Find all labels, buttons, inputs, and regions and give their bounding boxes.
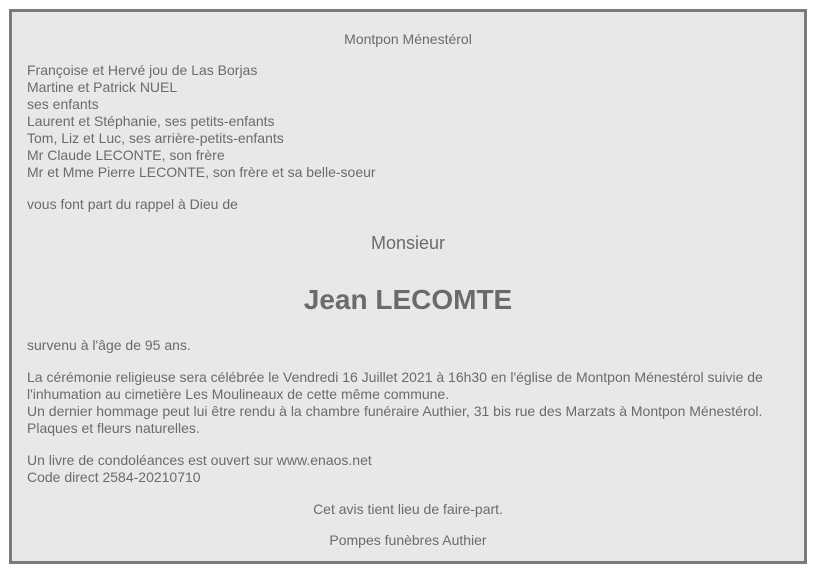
ceremony-line: Plaques et fleurs naturelles. bbox=[27, 420, 200, 436]
condolences-text: Un livre de condoléances est ouvert sur www.enaos.net bbox=[27, 452, 372, 468]
family-line: Laurent et Stéphanie, ses petits-enfants bbox=[27, 113, 275, 129]
direct-code: Code direct 2584-20210710 bbox=[27, 469, 201, 485]
ceremony-line: Un dernier hommage peut lui être rendu à la chambre funéraire Authier, 31 bis rue des Marzats à Montpon Ménestérol. bbox=[27, 403, 763, 419]
family-line: Mr Claude LECONTE, son frère bbox=[27, 147, 225, 163]
family-line: Mr et Mme Pierre LECONTE, son frère et sa belle-soeur bbox=[27, 164, 376, 180]
location: Montpon Ménestérol bbox=[344, 31, 472, 47]
family-line: ses enfants bbox=[27, 96, 99, 112]
deceased-name: Jean LECOMTE bbox=[303, 284, 513, 315]
ceremony-line: La cérémonie religieuse sera célébrée le Vendredi 16 Juillet 2021 à 16h30 en l'église de Montpon Ménestérol suivie de l'inhumation au cimetière Les Moulineaux de cette même commune. bbox=[27, 369, 763, 402]
undertaker-name: Pompes funèbres Authier bbox=[329, 532, 487, 548]
ceremony-details bbox=[27, 369, 797, 437]
honorific: Monsieur bbox=[370, 233, 446, 253]
condolences-block bbox=[27, 452, 372, 486]
family-line: Françoise et Hervé jou de Las Borjas bbox=[27, 62, 258, 78]
intro-text: vous font part du rappel à Dieu de bbox=[27, 196, 238, 212]
family-line: Tom, Liz et Luc, ses arrière-petits-enfants bbox=[27, 130, 284, 146]
faire-part-note: Cet avis tient lieu de faire-part. bbox=[313, 501, 503, 517]
family-list bbox=[27, 62, 376, 181]
family-line: Martine et Patrick NUEL bbox=[27, 79, 178, 95]
age-text: survenu à l'âge de 95 ans. bbox=[27, 337, 191, 353]
obituary-notice bbox=[9, 9, 807, 564]
